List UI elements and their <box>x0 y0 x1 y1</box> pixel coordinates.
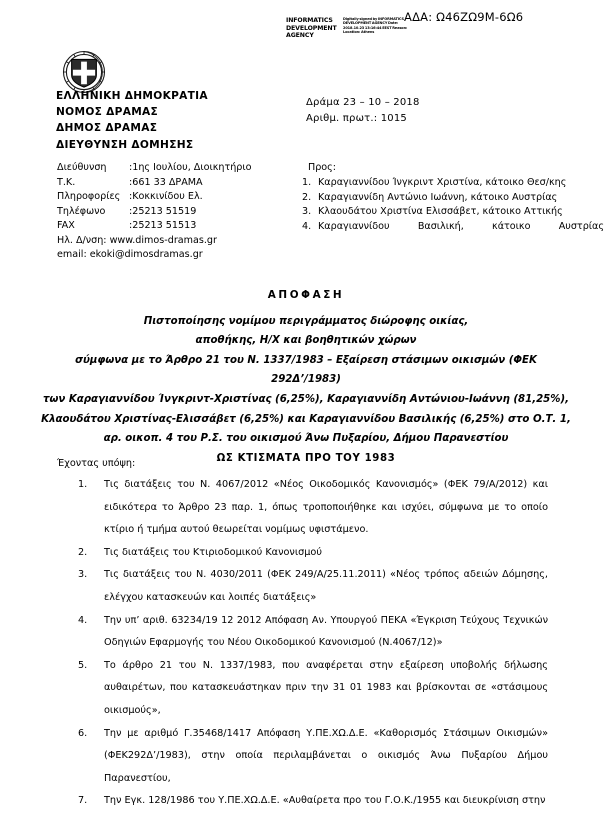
decision-subtitle-5: Κλαουδάτου Χριστίνας-Ελισσάβετ (6,25%) και Καραγιαννίδου Βασιλικής (6,25%) στο Ο.Τ. 1, <box>41 413 571 425</box>
decision-subtitle-2: αποθήκης, Η/Χ και βοηθητικών χώρων <box>195 335 417 347</box>
clause-number: 7. <box>78 795 88 807</box>
contact-details <box>57 161 252 263</box>
website-line: Ηλ. Δ/νση: www.dimos-dramas.gr <box>57 234 217 246</box>
clause-item <box>76 723 548 791</box>
clause-text: Την Εγκ. 128/1986 του Υ.ΠΕ.ΧΩ.Δ.Ε. «Αυθαίρετα προ του Γ.Ο.Κ./1955 και διευκρίνιση στην <box>104 795 546 807</box>
digital-signature-stamp <box>286 17 409 40</box>
recipient-name: Κλαουδάτου Χριστίνα Ελισσάβετ, κάτοικο Αττικής <box>318 206 563 218</box>
protocol-number: Αριθμ. πρωτ.: 1015 <box>306 112 407 124</box>
considering-label: Έχοντας υπόψη: <box>57 458 136 469</box>
contact-row <box>57 176 252 191</box>
contact-label: Τηλέφωνο <box>57 205 106 217</box>
clause-number: 6. <box>78 727 88 739</box>
recipient-name: Καραγιαννίδη Αντώνιο Ιωάννη, κάτοικο Αυστρίας <box>318 191 558 203</box>
recipients-block <box>302 161 602 234</box>
clause-text: Τις διατάξεις του Κτιριοδομικού Κανονισμού <box>104 546 322 558</box>
contact-label: Διεύθυνση <box>57 162 107 173</box>
authority-line-2: ΝΟΜΟΣ ΔΡΑΜΑΣ <box>56 106 159 119</box>
clause-number: 1. <box>78 479 88 490</box>
recipient-number: 3. <box>302 206 312 218</box>
decision-subtitle-3: σύμφωνα με το Άρθρο 21 του Ν. 1337/1983 – Εξαίρεση στάσιμων οικισμών (ΦΕΚ 292Δ’/1983) <box>75 354 537 386</box>
contact-row <box>57 161 252 176</box>
decision-subtitle-1: Πιστοποίησης νομίμου περιγράμματος διώροφης οικίας, <box>143 315 469 327</box>
recipient-name: Καραγιαννίδου Ίνγκριντ Χριστίνα, κάτοικο Θεσ/κης <box>318 177 567 189</box>
decision-title-block <box>40 286 572 468</box>
ada-code: ΑΔΑ: Ω46ΖΩ9Μ-6Ω6 <box>404 10 524 24</box>
decision-heading: ΑΠΟΦΑΣΗ <box>267 289 345 301</box>
document-date: Δράμα 23 – 10 – 2018 <box>306 97 420 108</box>
contact-value: :661 33 ΔΡΑΜΑ <box>129 176 203 188</box>
clause-text: Τις διατάξεις του Ν. 4030/2011 (ΦΕΚ 249/Α/25.11.2011) «Νέος τρόπος αδειών Δόμησης, ελέγχου κατασκευών και λοιπές διατάξεις» <box>104 569 548 603</box>
document-metadata <box>306 95 420 126</box>
contact-label: FAX <box>57 220 75 231</box>
recipient-item <box>302 176 602 191</box>
contact-row <box>57 205 252 220</box>
recipient-number: 2. <box>302 191 312 203</box>
signature-details: Digitally signed by INFORMATICS DEVELOPMENT AGENCY Date: 2018.10.23 13:16:44 EEST Reason: Location: Athens <box>343 17 408 34</box>
contact-label: Τ.Κ. <box>57 176 76 188</box>
authority-line-1: ΕΛΛΗΝΙΚΗ ΔΗΜΟΚΡΑΤΙΑ <box>56 90 208 102</box>
email-line: email: ekoki@dimosdramas.gr <box>57 249 203 260</box>
contact-value: :25213 51513 <box>129 220 197 231</box>
clause-number: 2. <box>78 546 88 558</box>
clause-number: 3. <box>78 569 88 581</box>
clause-item <box>76 564 548 609</box>
authority-line-4: ΔΙΕΥΘΥΝΣΗ ΔΟΜΗΣΗΣ <box>56 138 194 151</box>
clause-item <box>76 790 548 813</box>
clause-item <box>76 610 548 655</box>
clause-text: Το άρθρο 21 του Ν. 1337/1983, που αναφέρεται στην εξαίρεση υποβολής δήλωσης αυθαιρέτων, που κατασκευάστηκαν πριν την 31 01 1983 και βρίσκονται σε «στάσιμους οικισμούς», <box>104 659 548 716</box>
clause-item <box>76 474 548 542</box>
clause-list <box>76 474 548 813</box>
recipients-label: Προς: <box>308 162 337 173</box>
decision-subtitle-7: ΩΣ ΚΤΙΣΜΑΤΑ ΠΡΟ ΤΟΥ 1983 <box>216 452 396 464</box>
issuing-authority <box>56 88 208 153</box>
decision-subtitle-6: αρ. οικοπ. 4 του Ρ.Σ. του οικισμού Άνω Πυξαρίου, Δήμου Παρανεστίου <box>103 433 509 445</box>
recipient-name: Καραγιαννίδου Βασιλική, κάτοικο Αυστρίας <box>318 220 604 232</box>
recipient-item <box>302 205 602 220</box>
contact-value: :Κοκκινίδου Ελ. <box>129 191 203 202</box>
recipient-item <box>302 191 602 206</box>
decision-subtitle-4: των Καραγιαννίδου Ίνγκριντ-Χριστίνας (6,25%), Καραγιαννίδη Αντώνιου-Ιωάννη (81,25%), <box>43 393 569 405</box>
contact-label: Πληροφορίες <box>57 191 121 202</box>
clause-text: Τις διατάξεις του Ν. 4067/2012 «Νέος Οικοδομικός Κανονισμός» (ΦΕΚ 79/Α/2012) και ειδικότερα το Άρθρο 23 παρ. 1, όπως τροποποιήθηκε και ισχύει, σύμφωνα με το οποίο κτίριο ή τμήμα αυτού θεωρείται νομίμως υφιστάμενο. <box>104 479 548 536</box>
signature-agency-name: INFORMATICS DEVELOPMENT AGENCY <box>286 17 337 40</box>
contact-row <box>57 219 252 234</box>
contact-row <box>57 190 252 205</box>
authority-line-3: ΔΗΜΟΣ ΔΡΑΜΑΣ <box>56 122 158 135</box>
clause-item <box>76 542 548 565</box>
clause-text: Την υπ’ αριθ. 63234/19 12 2012 Απόφαση Αν. Υπουργού ΠΕΚΑ «Έγκριση Τεύχους Τεχνικών Οδηγιών Εφαρμογής του Νέου Οικοδομικού Κανονισμού (Ν.4067/12)» <box>104 614 548 649</box>
clause-number: 5. <box>78 659 88 671</box>
clause-item <box>76 655 548 723</box>
clause-text: Την με αριθμό Γ.35468/1417 Απόφαση Υ.ΠΕ.ΧΩ.Δ.Ε. «Καθορισμός Στάσιμων Οικισμών» (ΦΕΚ292Δ’/1983), στην οποία περιλαμβάνεται ο οικισμός Άνω Πυξαρίου Δήμου Παρανεστίου, <box>104 727 548 784</box>
recipient-number: 1. <box>302 177 312 189</box>
clause-number: 4. <box>78 614 88 626</box>
contact-value: :25213 51519 <box>129 205 197 217</box>
recipient-number: 4. <box>302 220 312 232</box>
recipient-item <box>302 220 604 235</box>
contact-value: :1ης Ιουλίου, Διοικητήριο <box>129 162 252 173</box>
